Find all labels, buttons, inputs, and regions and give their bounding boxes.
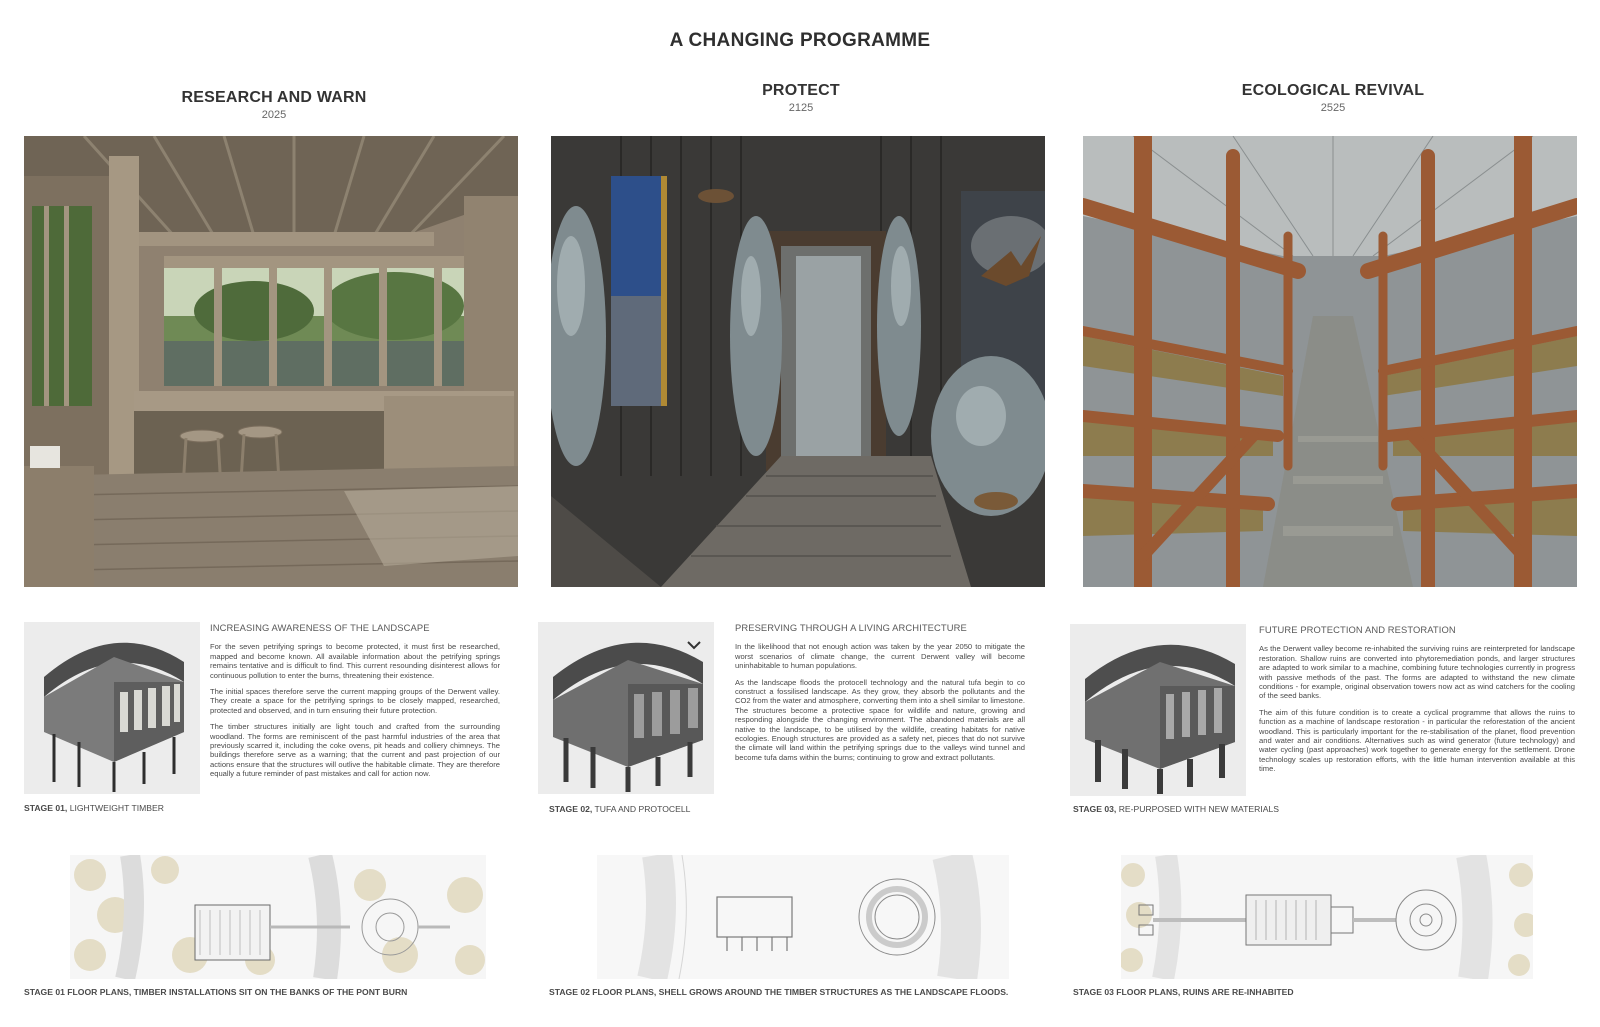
stage-3-caption-text: RE-PURPOSED WITH NEW MATERIALS: [1116, 804, 1279, 814]
stage-2-description: [735, 623, 1025, 769]
stage-1-plan-caption: STAGE 01 FLOOR PLANS, TIMBER INSTALLATIONS SIT ON THE BANKS OF THE PONT BURN: [24, 987, 408, 997]
stage-3-render: [1083, 136, 1577, 587]
stage-1-paragraph-1: For the seven petrifying springs to become protected, it must first be researched, mapped and become known. All available information about the petrifying springs remains tentative and is difficult to find. This current resounding disinterest allows for continuous pollution to enter the burns, threatening their existence.: [210, 642, 500, 680]
stage-1-floor-plan: [70, 855, 486, 979]
stage-1-title: RESEARCH AND WARN: [181, 89, 367, 106]
stage-3-caption: [1073, 804, 1279, 814]
stage-3-caption-label: STAGE 03,: [1073, 804, 1117, 814]
stage-column-1: [24, 0, 524, 1027]
stage-2-paragraph-2: As the landscape floods the protocell technology and the natural tufa begin to co construct a fossilised landscape. As they grow, they absorb the pollutants and the CO2 from the water and atmosphere, converting them into a shell similar to limestone. The structures become a protective space for wildlife and nature, growing and responding alongside the changing environment. The abandoned materials are all native to the landscape, to be utilised by the wildlife, creating habitats for native ecologies. Enough structures are provided as a safety net, pieces that do not survive the climate will land within the petrifying springs due to the valleys wind tunnel and become tufa dams within the burns; continuing to grow and extract pollutants.: [735, 677, 1025, 762]
stage-1-caption-label: STAGE 01,: [24, 803, 68, 813]
stage-3-paragraph-1: As the Derwent valley become re-inhabited the surviving ruins are reinterpreted for landscape restoration. Shallow ruins are converted into phytoremediation ponds, and larger structures are adapted to work similar to a machine, combining future technologies currently in progress with passive methods of the past. The forms are adapted to withstand the new climate conditions - for example, original observation towers now act as wind catchers for the cooling of the seed banks.: [1259, 644, 1575, 701]
stage-2-render: [551, 136, 1045, 587]
stage-2-desc-heading: PRESERVING THROUGH A LIVING ARCHITECTURE: [735, 622, 967, 633]
stage-1-desc-heading: INCREASING AWARENESS OF THE LANDSCAPE: [210, 622, 430, 633]
stage-2-caption: [549, 804, 690, 814]
stage-3-heading: [1083, 82, 1583, 114]
stage-2-axonometric: [538, 622, 714, 794]
stage-1-description: [210, 623, 500, 786]
stage-3-title: ECOLOGICAL REVIVAL: [1241, 82, 1425, 99]
stage-2-caption-label: STAGE 02,: [549, 804, 593, 814]
stage-1-axonometric: [24, 622, 200, 794]
stage-3-axonometric: [1070, 624, 1246, 796]
stage-3-floor-plan: [1121, 855, 1533, 979]
stage-column-2: [551, 0, 1051, 1027]
stage-1-heading: [24, 89, 524, 121]
stage-3-description: [1259, 625, 1575, 781]
stage-3-year: 2525: [1320, 102, 1346, 114]
stage-2-title: PROTECT: [762, 82, 840, 99]
stage-2-heading: [551, 82, 1051, 114]
stage-3-plan-caption: STAGE 03 FLOOR PLANS, RUINS ARE RE-INHABITED: [1073, 987, 1294, 997]
stage-2-plan-caption: STAGE 02 FLOOR PLANS, SHELL GROWS AROUND THE TIMBER STRUCTURES AS THE LANDSCAPE FLOODS.: [549, 987, 1009, 997]
stage-2-year: 2125: [788, 102, 814, 114]
stage-2-paragraph-1: In the likelihood that not enough action was taken by the year 2050 to mitigate the worst scenarios of climate change, the current Derwent valley will become uninhabitable to human populations.: [735, 642, 1025, 671]
stage-column-3: [1073, 0, 1583, 1027]
stage-3-paragraph-2: The aim of this future condition is to create a cyclical programme that allows the ruins to function as a machine of landscape restoration - in particular the reforestation of the ancient woodland. This is particularly important for the re-stabilisation of the planet, flood prevention and water and air conditions. Alternatives such as wind generator (future technology) and water cycling (past approaches) work together to generate energy for the settlement. Drone technology scales up restoration efforts, with the little human intervention available at this time.: [1259, 707, 1575, 774]
stage-1-caption: [24, 803, 164, 813]
stage-1-paragraph-2: The initial spaces therefore serve the current mapping groups of the Derwent valley. They create a space for the petrifying springs to be closely mapped, researched, protected and observed, and in turn ensuring their future protection.: [210, 687, 500, 715]
stage-1-caption-text: LIGHTWEIGHT TIMBER: [67, 803, 164, 813]
stage-1-render: [24, 136, 518, 587]
stage-2-caption-text: TUFA AND PROTOCELL: [592, 804, 691, 814]
stage-1-year: 2025: [261, 109, 287, 121]
stage-3-desc-heading: FUTURE PROTECTION AND RESTORATION: [1259, 624, 1456, 635]
page-title: A CHANGING PROGRAMME: [669, 30, 931, 51]
stage-1-paragraph-3: The timber structures initially are light touch and crafted from the surrounding woodland. The forms are reminiscent of the past harmful industries of the area that previously scarred it, including the coke ovens, pit heads and colliery chimneys. The buildings therefore serve as a warning; that the current and past projection of our actions ensure that the structures will outlive the habitable climate. They are therefore equally a future reminder of past mistakes and call for action now.: [210, 722, 500, 779]
stage-2-floor-plan: [597, 855, 1009, 979]
